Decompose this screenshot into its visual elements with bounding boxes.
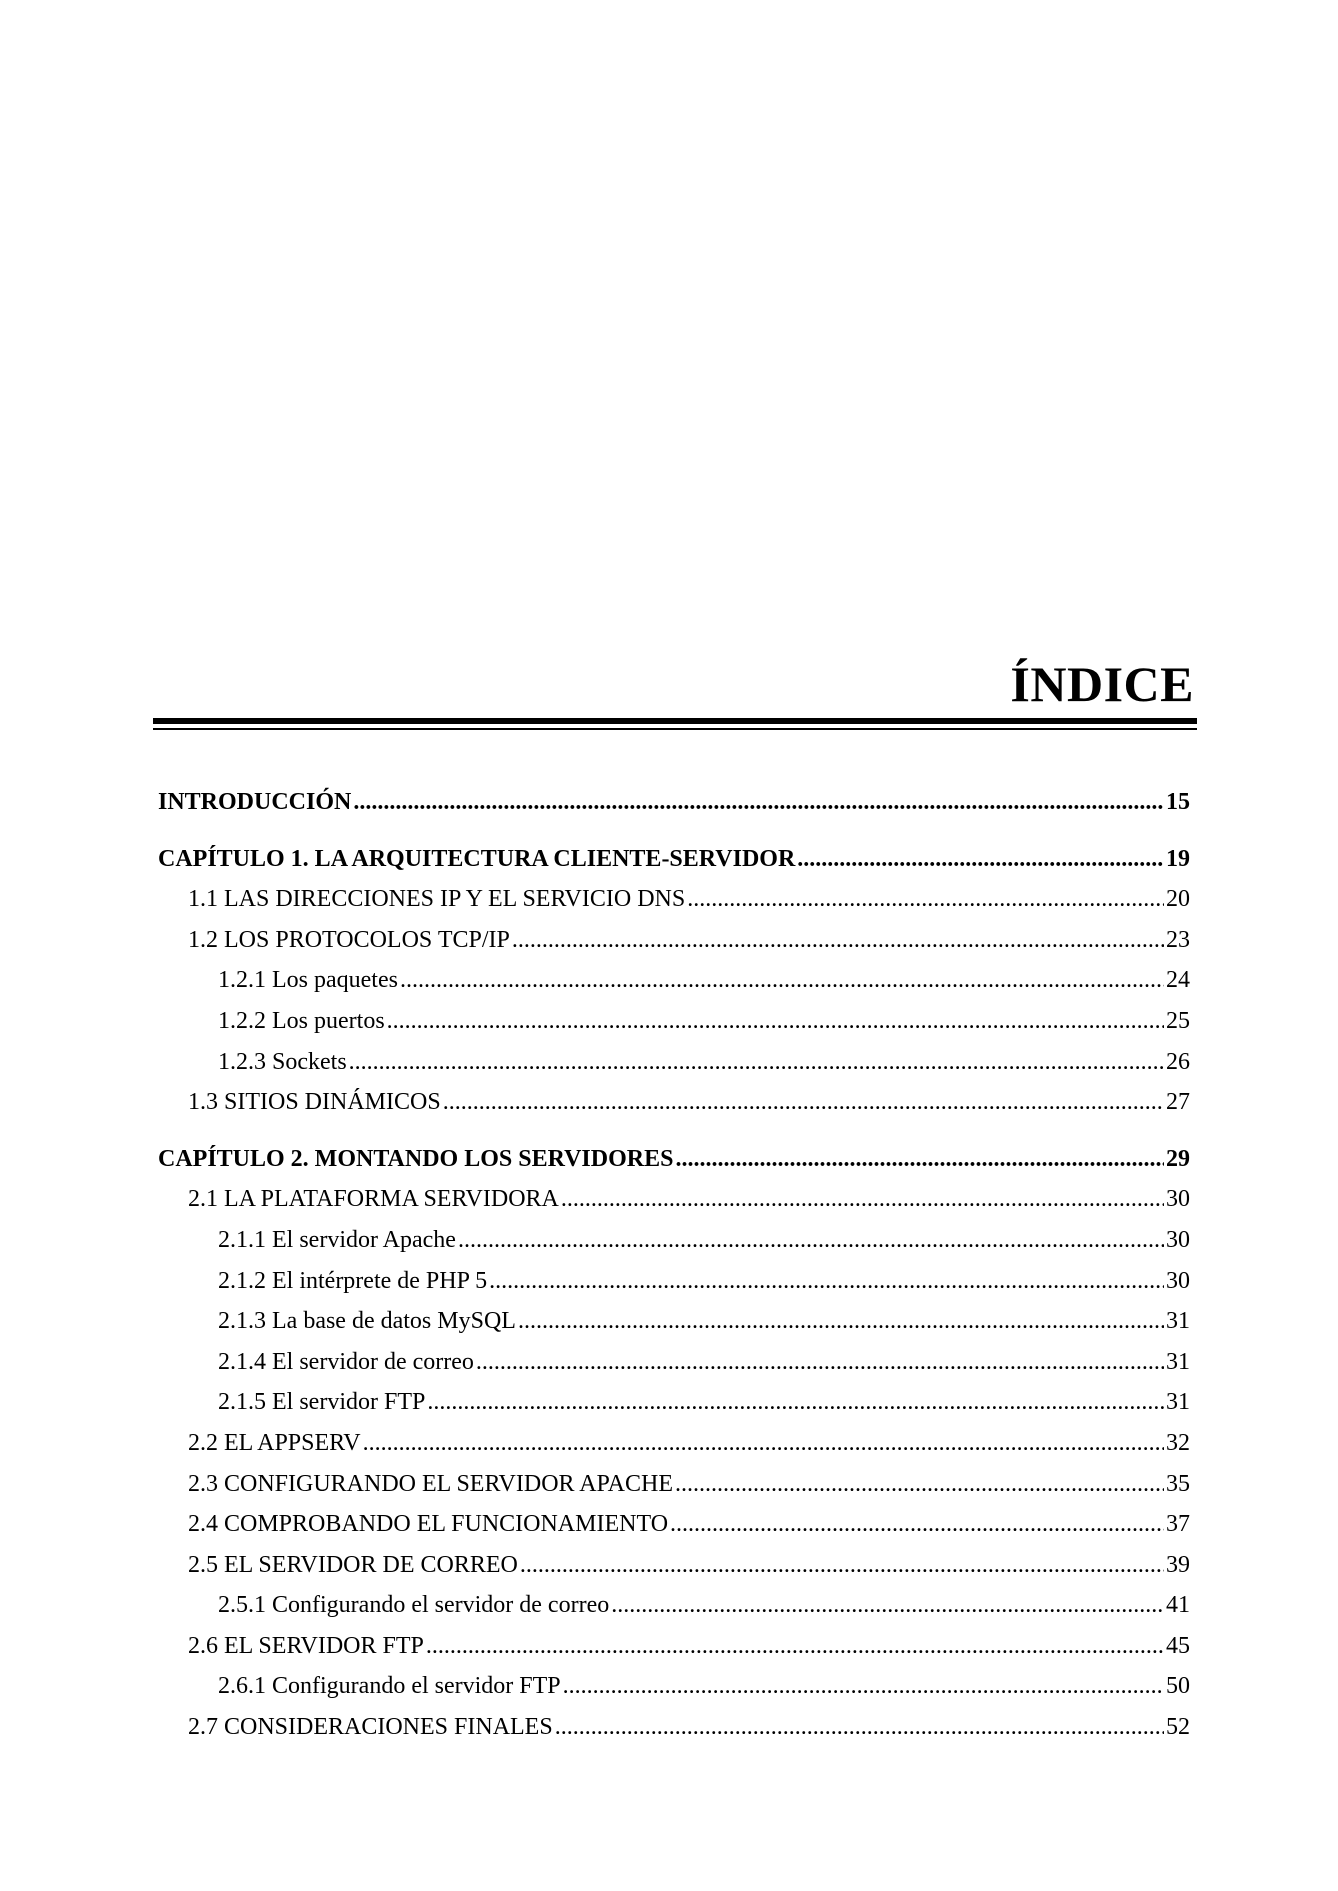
toc-entry-label: INTRODUCCIÓN: [158, 789, 352, 815]
toc-entry-label: 2.1.2 El intérprete de PHP 5: [218, 1267, 488, 1294]
toc-page-number: 30: [1166, 1226, 1190, 1253]
toc-entry-label: 2.1 LA PLATAFORMA SERVIDORA: [188, 1186, 559, 1213]
toc-dot-leader: [400, 960, 1164, 1001]
toc-dot-leader: [520, 1545, 1164, 1586]
toc-entry-label: 1.2.1 Los paquetes: [218, 967, 398, 994]
toc-dot-leader: [563, 1666, 1164, 1707]
toc-page-number: 19: [1166, 845, 1190, 872]
toc-entry-label: 2.1.4 El servidor de correo: [218, 1348, 474, 1375]
toc-entry-label: 2.3 CONFIGURANDO EL SERVIDOR APACHE: [188, 1470, 674, 1497]
toc-entry-label: 2.5.1 Configurando el servidor de correo: [218, 1592, 610, 1619]
toc-page-number: 52: [1166, 1714, 1190, 1741]
table-of-contents: [158, 782, 1190, 1748]
title-rule-thick: [153, 718, 1197, 724]
toc-section-entry: [158, 1220, 1190, 1261]
toc-page-number: 26: [1166, 1048, 1190, 1075]
toc-section-entry: [158, 1585, 1190, 1626]
toc-entry-label: 2.5 EL SERVIDOR DE CORREO: [188, 1551, 518, 1578]
toc-section-entry: [158, 1504, 1190, 1545]
toc-entry-label: 2.4 COMPROBANDO EL FUNCIONAMIENTO: [188, 1511, 669, 1538]
toc-entry-label: CAPÍTULO 2. MONTANDO LOS SERVIDORES: [158, 1145, 674, 1172]
toc-section-entry: [158, 1666, 1190, 1707]
toc-page-number: 31: [1166, 1308, 1190, 1335]
toc-page-number: 27: [1166, 1089, 1190, 1116]
toc-page-number: 29: [1166, 1145, 1190, 1172]
toc-page-number: 20: [1166, 886, 1190, 913]
toc-page-number: 31: [1166, 1389, 1190, 1416]
toc-section-entry: [158, 1342, 1190, 1383]
toc-chapter-entry: [158, 1139, 1190, 1180]
toc-section-entry: [158, 1301, 1190, 1342]
toc-section-entry: [158, 879, 1190, 920]
toc-page-number: 30: [1166, 1186, 1190, 1213]
toc-section-entry: [158, 960, 1190, 1001]
toc-dot-leader: [675, 1464, 1164, 1505]
toc-dot-leader: [611, 1585, 1164, 1626]
toc-entry-label: 1.3 SITIOS DINÁMICOS: [188, 1089, 441, 1116]
toc-section-entry: [158, 1423, 1190, 1464]
toc-dot-leader: [489, 1261, 1164, 1302]
toc-section-entry: [158, 1545, 1190, 1586]
toc-entry-label: 2.6.1 Configurando el servidor FTP: [218, 1673, 561, 1700]
toc-dot-leader: [427, 1382, 1164, 1423]
toc-section-entry: [158, 1001, 1190, 1042]
toc-page-number: 24: [1166, 967, 1190, 994]
toc-dot-leader: [555, 1707, 1164, 1748]
toc-section-entry: [158, 1261, 1190, 1302]
toc-entry-label: 1.2.2 Los puertos: [218, 1007, 385, 1034]
toc-dot-leader: [426, 1626, 1164, 1667]
toc-page-number: 30: [1166, 1267, 1190, 1294]
toc-page-number: 35: [1166, 1470, 1190, 1497]
toc-entry-label: 2.1.3 La base de datos MySQL: [218, 1308, 516, 1335]
toc-dot-leader: [797, 839, 1164, 880]
toc-entry-label: 2.1.5 El servidor FTP: [218, 1389, 426, 1416]
toc-page-number: 45: [1166, 1632, 1190, 1659]
toc-page-number: 32: [1166, 1429, 1190, 1456]
page-title: ÍNDICE: [1010, 656, 1194, 712]
toc-section-entry: [158, 1042, 1190, 1083]
toc-page-number: 50: [1166, 1673, 1190, 1700]
toc-entry-label: CAPÍTULO 1. LA ARQUITECTURA CLIENTE-SERVIDOR: [158, 845, 796, 872]
toc-entry-label: 1.2.3 Sockets: [218, 1048, 347, 1075]
toc-section-entry: [158, 920, 1190, 961]
toc-page-number: 25: [1166, 1007, 1190, 1034]
toc-section-entry: [158, 1626, 1190, 1667]
toc-section-entry: [158, 1082, 1190, 1123]
toc-page-number: 41: [1166, 1592, 1190, 1619]
toc-page-number: 39: [1166, 1551, 1190, 1578]
toc-entry-label: 2.6 EL SERVIDOR FTP: [188, 1632, 424, 1659]
toc-entry-label: 2.2 EL APPSERV: [188, 1429, 361, 1456]
toc-dot-leader: [353, 782, 1164, 823]
toc-dot-leader: [387, 1001, 1164, 1042]
toc-entry-label: 2.7 CONSIDERACIONES FINALES: [188, 1714, 553, 1741]
toc-entry-label: 2.1.1 El servidor Apache: [218, 1226, 456, 1253]
toc-dot-leader: [443, 1082, 1164, 1123]
toc-dot-leader: [512, 920, 1164, 961]
toc-dot-leader: [458, 1220, 1164, 1261]
toc-dot-leader: [363, 1423, 1164, 1464]
toc-section-entry: [158, 1707, 1190, 1748]
toc-chapter-entry: [158, 782, 1190, 823]
toc-dot-leader: [675, 1139, 1164, 1180]
toc-dot-leader: [349, 1042, 1164, 1083]
toc-dot-leader: [687, 879, 1164, 920]
toc-chapter-entry: [158, 839, 1190, 880]
toc-section-entry: [158, 1382, 1190, 1423]
toc-page-number: 23: [1166, 926, 1190, 953]
title-rule-thin: [153, 728, 1197, 730]
toc-dot-leader: [670, 1504, 1164, 1545]
toc-section-entry: [158, 1179, 1190, 1220]
toc-section-entry: [158, 1464, 1190, 1505]
toc-page-number: 15: [1166, 789, 1190, 815]
toc-entry-label: 1.1 LAS DIRECCIONES IP Y EL SERVICIO DNS: [188, 886, 686, 913]
toc-dot-leader: [476, 1342, 1164, 1383]
toc-dot-leader: [561, 1179, 1164, 1220]
toc-entry-label: 1.2 LOS PROTOCOLOS TCP/IP: [188, 926, 510, 953]
toc-page-number: 37: [1166, 1511, 1190, 1538]
toc-dot-leader: [518, 1301, 1164, 1342]
toc-page-number: 31: [1166, 1348, 1190, 1375]
